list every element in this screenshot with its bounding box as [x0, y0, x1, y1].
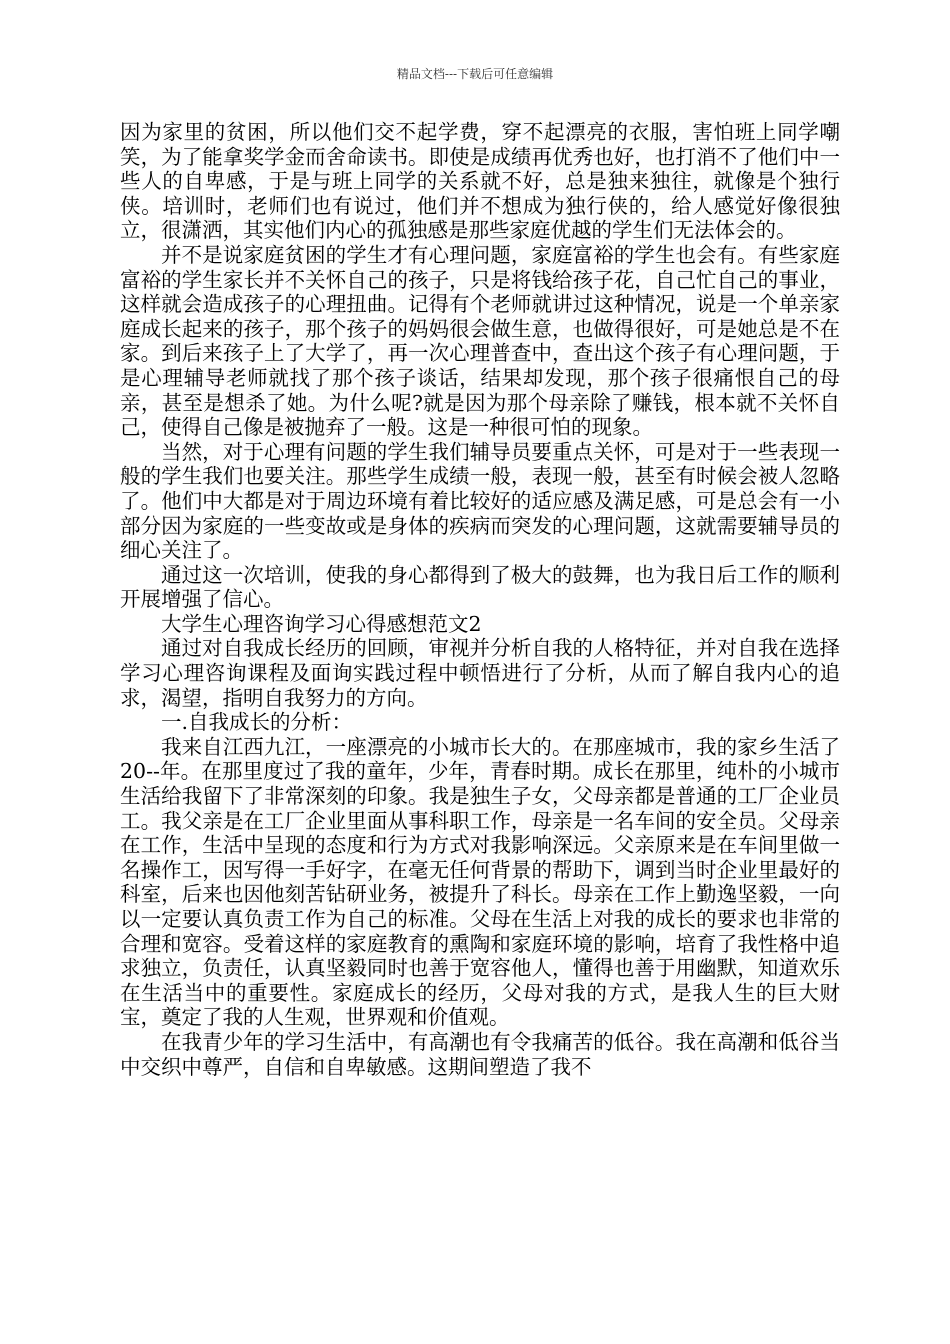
paragraph-1: 因为家里的贫困，所以他们交不起学费，穿不起漂亮的衣服，害怕班上同学嘲笑，为了能拿奖学金而舍命读书。即使是成绩再优秀也好，也打消不了他们中一些人的自卑感，于是与班上同学的关系就不好，总是独来独往，就像是个独行侠。培训时，老师们也有说过，他们并不想成为独行侠的，给人感觉好像很独立，很潇洒，其实他们内心的孤独感是那些家庭优越的学生们无法体会的。: [120, 120, 840, 243]
paragraph-4: 通过这一次培训，使我的身心都得到了极大的鼓舞，也为我日后工作的顺利开展增强了信心。: [120, 562, 840, 612]
subsection-heading: 一.自我成长的分析：: [161, 710, 353, 735]
document-body: [120, 120, 840, 1079]
paragraph-6: 我来自江西九江，一座漂亮的小城市长大的。在那座城市，我的家乡生活了20--年。在那里度过了我的童年，少年，青春时期。成长在那里，纯朴的小城市生活给我留下了非常深刻的印象。我是独生子女，父母亲都是普通的工厂企业员工。我父亲是在工厂企业里面从事科职工作，母亲是一名车间的安全员。父母亲在工作，生活中呈现的态度和行为方式对我影响深远。父亲原来是在车间里做一名操作工，因写得一手好字，在毫无任何背景的帮助下，调到当时企业里最好的科室，后来也因他刻苦钻研业务，被提升了科长。母亲在工作上勤逸坚毅，一向以一定要认真负责工作为自己的标准。父母在生活上对我的成长的要求也非常的合理和宽容。受着这样的家庭教育的熏陶和家庭环境的影响，培育了我性格中追求独立，负责任，认真坚毅同时也善于宽容他人，懂得也善于用幽默，知道欢乐在生活当中的重要性。家庭成长的经历，父母对我的方式，是我人生的巨大财宝，奠定了我的人生观，世界观和价值观。: [120, 734, 840, 1030]
page-header: 精品文档---下载后可任意编辑: [396, 67, 554, 81]
paragraph-7: 在我青少年的学习生活中，有高潮也有令我痛苦的低谷。我在高潮和低谷当中交织中尊严，自信和自卑敏感。这期间塑造了我不: [120, 1029, 840, 1079]
section-title: 大学生心理咨询学习心得感想范文2: [161, 611, 482, 636]
paragraph-2: 并不是说家庭贫困的学生才有心理问题，家庭富裕的学生也会有。有些家庭富裕的学生家长并不关怀自己的孩子，只是将钱给孩子花，自己忙自己的事业，这样就会造成孩子的心理扭曲。记得有个老师就讲过这种情况，说是一个单亲家庭成长起来的孩子，那个孩子的妈妈很会做生意，也做得很好，可是她总是不在家。到后来孩子上了大学了，再一次心理普查中，查出这个孩子有心理问题，于是心理辅导老师就找了那个孩子谈话，结果却发现，那个孩子很痛恨自己的母亲，甚至是想杀了她。为什么呢?就是因为那个母亲除了赚钱，根本就不关怀自己，使得自己像是被抛弃了一般。这是一种很可怕的现象。: [120, 242, 840, 440]
paragraph-5: 通过对自我成长经历的回顾，审视并分析自我的人格特征，并对自我在选择学习心理咨询课程及面询实践过程中顿悟进行了分析，从而了解自我内心的追求，渴望，指明自我努力的方向。: [120, 636, 840, 710]
paragraph-3: 当然，对于心理有问题的学生我们辅导员要重点关怀，可是对于一些表现一般的学生我们也要关注。那些学生成绩一般，表现一般，甚至有时候会被人忽略了。他们中大都是对于周边环境有着比较好的适应感及满足感，可是总会有一小部分因为家庭的一些变故或是身体的疾病而突发的心理问题，这就需要辅导员的细心关注了。: [120, 439, 840, 563]
